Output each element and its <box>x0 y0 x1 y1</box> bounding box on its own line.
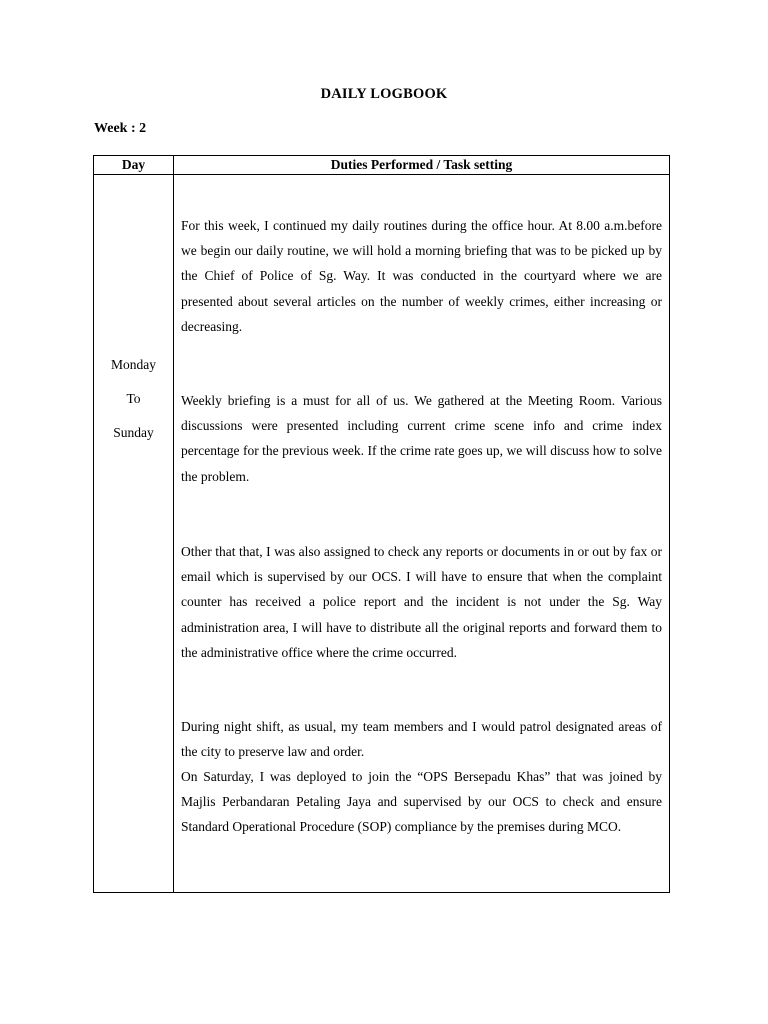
duty-paragraph-weekly-briefing: Weekly briefing is a must for all of us. We gathered at the Meeting Room. Various discussions were presented including current crime scene info and crime index percentage for the previous week. If the crime rate goes up, we will discuss how to solve the problem. <box>181 393 662 484</box>
duty-paragraph-saturday-ops: On Saturday, I was deployed to join the “OPS Bersepadu Khas” that was joined by Majlis Perbandaran Petaling Jaya and supervised by our OCS to check and ensure Standard Operational Procedure (SOP) compliance by the premises during MCO. <box>181 769 662 835</box>
day-range <box>94 356 173 458</box>
day-connector: To <box>126 391 141 406</box>
day-start: Monday <box>111 357 156 372</box>
week-label: Week : 2 <box>94 121 147 136</box>
document-title: DAILY LOGBOOK <box>320 86 448 102</box>
day-cell <box>94 175 174 893</box>
logbook-table <box>93 155 670 893</box>
day-column-header: Day <box>94 156 174 175</box>
duties-column-header: Duties Performed / Task setting <box>174 156 670 175</box>
table-row <box>94 175 670 893</box>
table-header-row <box>94 156 670 175</box>
duty-paragraph-reports: Other that that, I was also assigned to check any reports or documents in or out by fax or email which is supervised by our OCS. I will have to ensure that when the complaint counter has received a police report and the incident is not under the Sg. Way administration area, I will have to distribute all the original reports and forward them to the administrative office where the crime occurred. <box>181 544 662 660</box>
day-end: Sunday <box>113 425 154 440</box>
duty-paragraph-night-shift: During night shift, as usual, my team members and I would patrol designated areas of the city to preserve law and order. <box>181 719 662 760</box>
duties-cell <box>174 175 670 893</box>
duty-paragraph-daily-routine: For this week, I continued my daily routines during the office hour. At 8.00 a.m.before we begin our daily routine, we will hold a morning briefing that was to be picked up by the Chief of Police of Sg. Way. It was conducted in the courtyard where we are presented about several articles on the number of weekly crimes, either increasing or decreasing. <box>181 218 662 334</box>
